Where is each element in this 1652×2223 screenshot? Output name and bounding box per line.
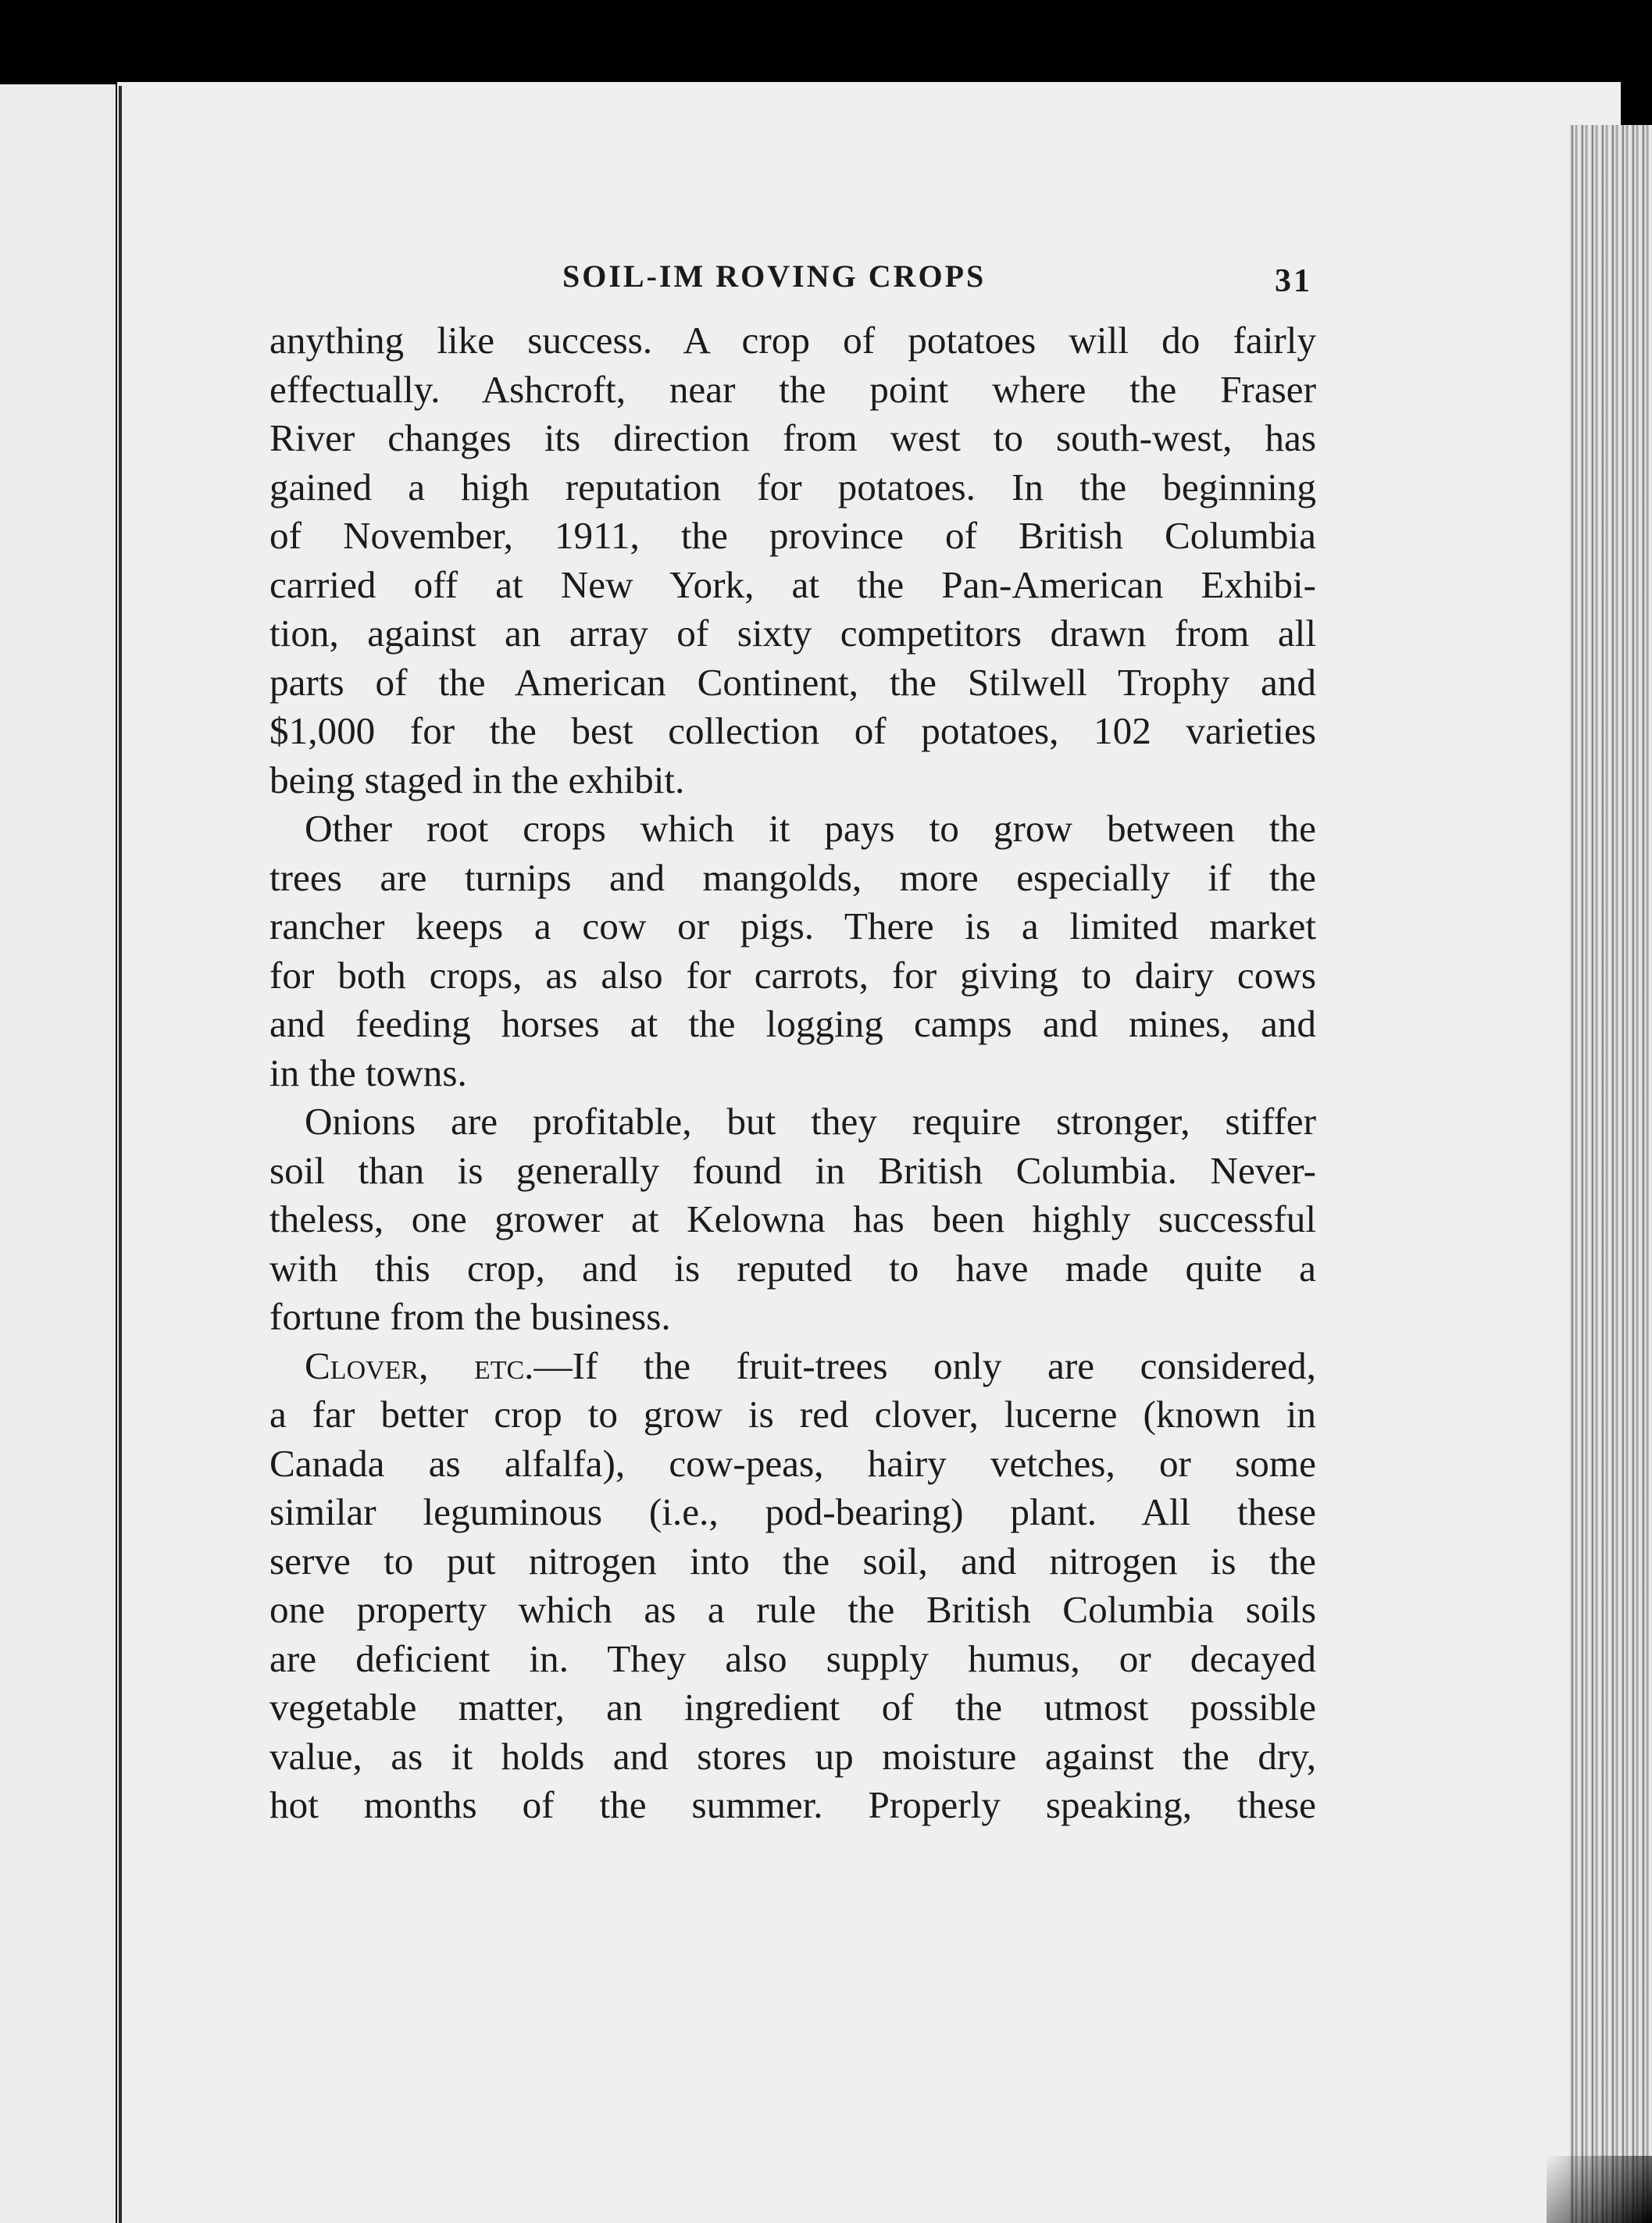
text-line: $1,000 for the best collection of potatoes, 102 varieties [269,709,1316,752]
text-run: —If the fruit-trees only are considered, [533,1343,1316,1387]
text-line [269,1342,1316,1391]
text-line: carried off at New York, at the Pan-American Exhibi- [269,562,1316,606]
paragraph [269,1097,1316,1342]
paragraph [269,1342,1316,1830]
text-line: Canada as alfalfa), cow-peas, hairy vetches, or some [269,1441,1316,1485]
text-line: gained a high reputation for potatoes. In the beginning [269,465,1316,508]
running-head: SOIL-IM ROVING CROPS [562,259,987,294]
text-line: similar leguminous (i.e., pod-bearing) plant. All these [269,1490,1316,1533]
paragraph [269,805,1316,1097]
text-line: and feeding horses at the logging camps and mines, and [269,1002,1316,1045]
page-number: 31 [1275,263,1312,299]
text-line: vegetable matter, an ingredient of the utmost possible [269,1686,1316,1729]
text-line: River changes its direction from west to south-west, has [269,416,1316,459]
gutter-shadow [119,86,122,2223]
text-line: rancher keeps a cow or pigs. There is a limited market [269,905,1316,947]
facing-page-edge [0,84,116,2223]
text-line: value, as it holds and stores up moisture against the dry, [269,1734,1316,1778]
text-line: soil than is generally found in British Columbia. Never- [269,1148,1316,1192]
text-line: for both crops, as also for carrots, for giving to dairy cows [269,953,1316,997]
text-line: with this crop, and is reputed to have made quite a [269,1246,1316,1290]
text-line: parts of the American Continent, the Stilwell Trophy and [269,660,1316,704]
text-line: are deficient in. They also supply humus, or decayed [269,1636,1316,1680]
text-line: one property which as a rule the British Columbia soils [269,1588,1316,1631]
text-line: being staged in the exhibit. [269,758,685,801]
text-line: hot months of the summer. Properly speaking, these [269,1783,1316,1826]
text-line: a far better crop to grow is red clover, lucerne (known in [269,1393,1316,1436]
text-line: anything like success. A crop of potatoes will do fairly [269,319,1316,362]
paragraph [269,316,1316,805]
text-line: effectually. Ashcroft, near the point where the Fraser [269,367,1316,411]
text-line: fortune from the business. [269,1295,671,1338]
text-line: serve to put nitrogen into the soil, and nitrogen is the [269,1539,1316,1583]
text-line: tion, against an array of sixty competitors drawn from all [269,612,1316,655]
section-heading: Clover, etc. [305,1343,534,1387]
text-line: trees are turnips and mangolds, more especially if the [269,855,1316,899]
text-line: Other root crops which it pays to grow between the [305,807,1316,850]
page-header [562,258,1312,305]
body-text [269,316,1316,1830]
page-edges [1568,125,1652,2223]
text-line: theless, one grower at Kelowna has been highly successful [269,1197,1316,1240]
text-line: Onions are profitable, but they require stronger, stiffer [305,1100,1316,1143]
text-line: of November, 1911, the province of British Columbia [269,514,1316,557]
corner-shadow [1547,2156,1652,2223]
text-line: in the towns. [269,1051,467,1094]
